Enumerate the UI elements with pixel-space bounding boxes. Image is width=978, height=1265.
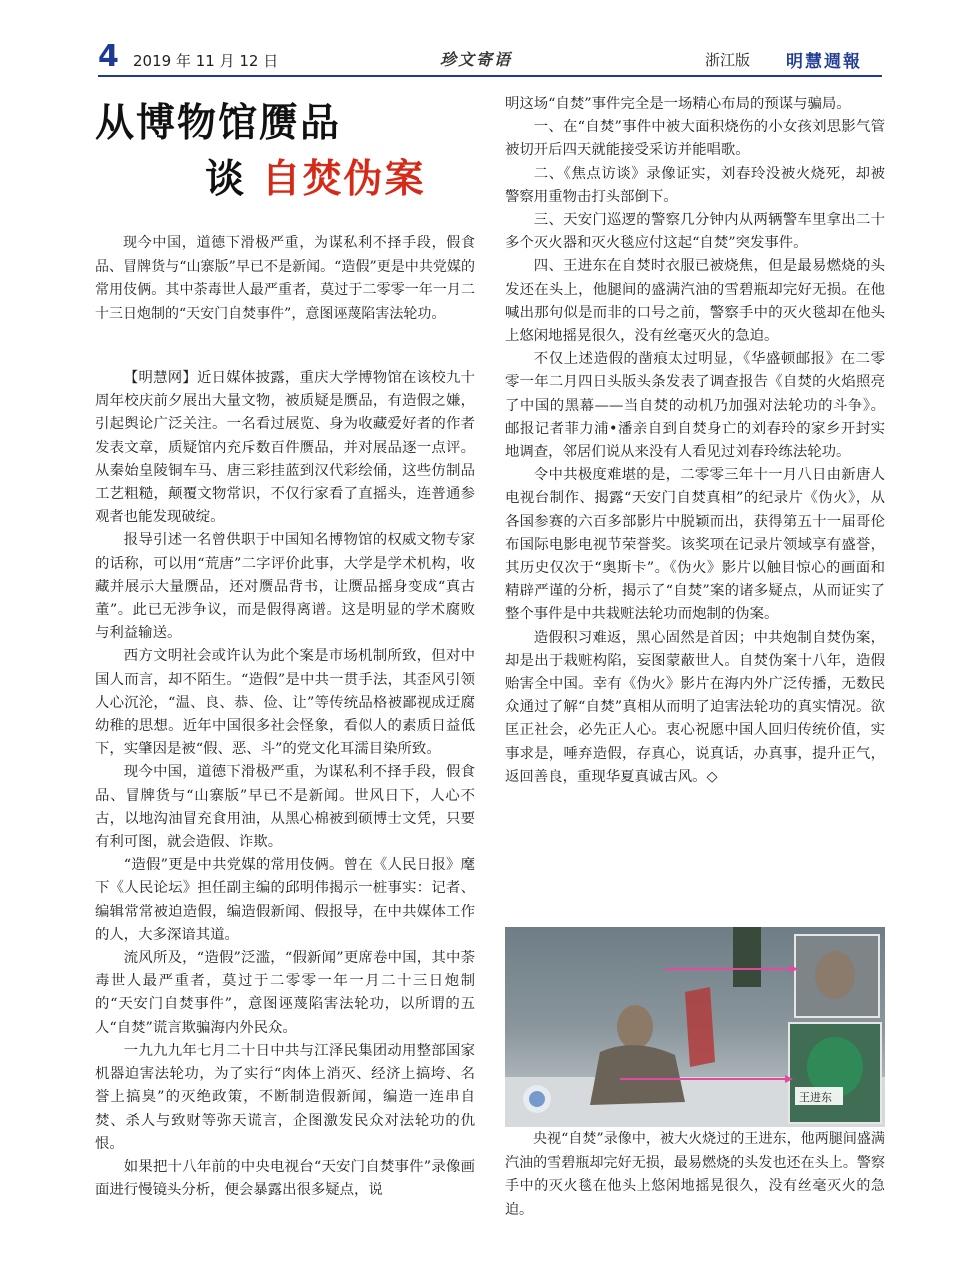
paragraph: 【明慧网】近日媒体披露，重庆大学博物馆在该校九十周年校庆前夕展出大量文物，被质疑是赝品，有造假之嫌，引起舆论广泛关注。一名看过展览、身为收藏爱好者的作者发表文章，质疑馆内充斥数百件赝品，并对展品逐一点评。从秦始皇陵铜车马、唐三彩挂蓝到汉代彩绘俑，这些仿制品工艺粗糙，颠覆文物常识，不仅行家看了直摇头，连普通参观者也能发现破绽。 [95,370,475,526]
news-photo [505,927,885,1127]
page-number: 4 [98,39,119,74]
issue-date: 2019 年 11 月 12 日 [133,52,279,70]
paragraph: 现今中国，道德下滑极严重，为谋私利不择手段，假食品、冒牌货与“山寨版”早已不是新闻。世风日下，人心不古，以地沟油冒充食用油，从黑心棉被到硕博士文凭，只要有利可图，就会造假、诈欺。 [95,764,475,851]
paragraph: 造假积习难返，黑心固然是首因；中共炮制自焚伪案，却是出于栽赃构陷，妄图蒙蔽世人。自焚伪案十八年，造假贻害全中国。幸有《伪火》影片在海内外广泛传播，无数民众通过了解“自焚”真相从而明了迫害法轮功的真实情况。欲匡正社会，必先正人心。衷心祝愿中国人回归传统价值，实事求是，唾弃造假，存真心，说真话，办真事，提升正气，返回善良，重现华夏真诚古风。◇ [505,629,885,785]
paragraph: 明这场“自焚”事件完全是一场精心布局的预谋与骗局。 [505,96,851,112]
paragraph: 流风所及，“造假”泛滥，“假新闻”更席卷中国，其中荼毒世人最严重者，莫过于二零零一年一月二十三日炮制的“天安门自焚事件”，意图诬蔑陷害法轮功，以所谓的五人“自焚”谎言欺骗海内外民众。 [95,950,475,1036]
title-highlight: 自焚伪案 [261,156,426,202]
paragraph: 报导引述一名曾供职于中国知名博物馆的权威文物专家的话称，可以用“荒唐”二字评价此事，大学是学术机构，收藏并展示大量赝品，还对赝品背书，让赝品摇身变成“真古董”。此已无涉争议，而是假得离谱。这是明显的学术腐败与利益输送。 [95,532,475,642]
edition-label: 浙江版 [705,51,751,69]
photo-caption: 央视“自焚”录像中，被大火烧过的王进东，他两腿间盛满汽油的雪碧瓶却完好无损，最易燃烧的头发也还在头上。警察手中的灭火毯在他头上悠闲地摇晃很久，没有丝毫灭火的急迫。 [505,1131,885,1218]
paragraph: 不仅上述造假的凿痕太过明显，《华盛顿邮报》在二零零一年二月四日头版头条发表了调查报告《自焚的火焰照亮了中国的黑幕——当自焚的动机乃加强对法轮功的斗争》。邮报记者菲力浦•潘亲自到自焚身亡的刘春玲的家乡开封实地调查，邻居们说从来没有人看见过刘春玲练法轮功。 [505,351,885,461]
paragraph: 三、天安门巡逻的警察几分钟内从两辆警车里拿出二十多个灭火器和灭火毯应付这起“自焚”突发事件。 [505,212,885,252]
paragraph: 令中共极度难堪的是，二零零三年十一月八日由新唐人电视台制作、揭露“天安门自焚真相”的纪录片《伪火》，从各国参赛的六百多部影片中脱颖而出，获得第五十一届哥伦布国际电影电视节荣誉奖。该奖项在记录片领域享有盛誉，其历史仅次于“奥斯卡”。《伪火》影片以触目惊心的画面和精辟严谨的分析，揭示了“自焚”案的诸多疑点，从而证实了整个事件是中共栽赃法轮功而炮制的伪案。 [505,467,885,623]
section-title: 珍文寄语 [440,50,513,69]
paragraph: 一九九九年七月二十日中共与江泽民集团动用整部国家机器迫害法轮功，为了实行“肉体上消灭、经济上搞垮、名誉上搞臭”的灭绝政策，不断制造假新闻，编造一连串自焚、杀人与致财等弥天谎言，企图激发民众对法轮功的仇恨。 [95,1042,475,1152]
article-lead [95,232,475,326]
header-divider [98,75,882,77]
paragraph: “造假”更是中共党媒的常用伎俩。曾在《人民日报》麾下《人民论坛》担任副主编的邱明伟揭示一桩事实：记者、编辑常常被迫造假，编造假新闻、假报导，在中共媒体工作的人，大多深谙其道。 [95,857,475,943]
left-column [95,367,475,1202]
paragraph: 一、在“自焚”事件中被大面积烧伤的小女孩刘思影气管被切开后四天就能接受采访并能唱歌。 [505,119,885,159]
article-title-line1: 从博物馆赝品 [95,100,342,146]
right-column [505,93,885,789]
paragraph: 四、王进东在自焚时衣服已被烧焦，但是最易燃烧的头发还在头上，他腿间的盛满汽油的雪碧瓶却完好无损。在他喊出那句似是而非的口号之前，警察手中的灭火毯却在他头上悠闲地摇晃很久，没有丝毫灭火的急迫。 [505,258,885,345]
paragraph: 西方文明社会或许认为此个案是市场机制所致，但对中国人而言，却不陌生。“造假”是中共一贯手法，其歪风引领人心沉沦，“温、良、恭、俭、让”等传统品格被鄙视成迂腐幼稚的思想。近年中国很多社会怪象，看似人的素质日益低下，实肇因是被“假、恶、斗”的党文化耳濡目染所致。 [95,648,475,758]
title-prefix: 谈 [205,156,262,202]
inset-label: 王进东 [799,1091,832,1104]
paragraph: 如果把十八年前的中央电视台“天安门自焚事件”录像画面进行慢镜头分析，便会暴露出很多疑点，说 [95,1158,475,1199]
paper-name: 明慧週報 [786,52,862,72]
tv-station-logo-icon [523,1085,551,1113]
photo-illustration [505,927,885,1127]
lead-text: 现今中国，道德下滑极严重，为谋私利不择手段，假食品、冒牌货与“山寨版”早已不是新闻。“造假”更是中共党媒的常用伎俩。其中荼毒世人最严重者，莫过于二零零一年一月二十三日炮制的“天安门自焚事件”，意图诬蔑陷害法轮功。 [95,235,475,322]
article-title-line2 [205,158,426,201]
paragraph: 二、《焦点访谈》录像证实，刘春玲没被火烧死，却被警察用重物击打头部倒下。 [505,165,885,205]
